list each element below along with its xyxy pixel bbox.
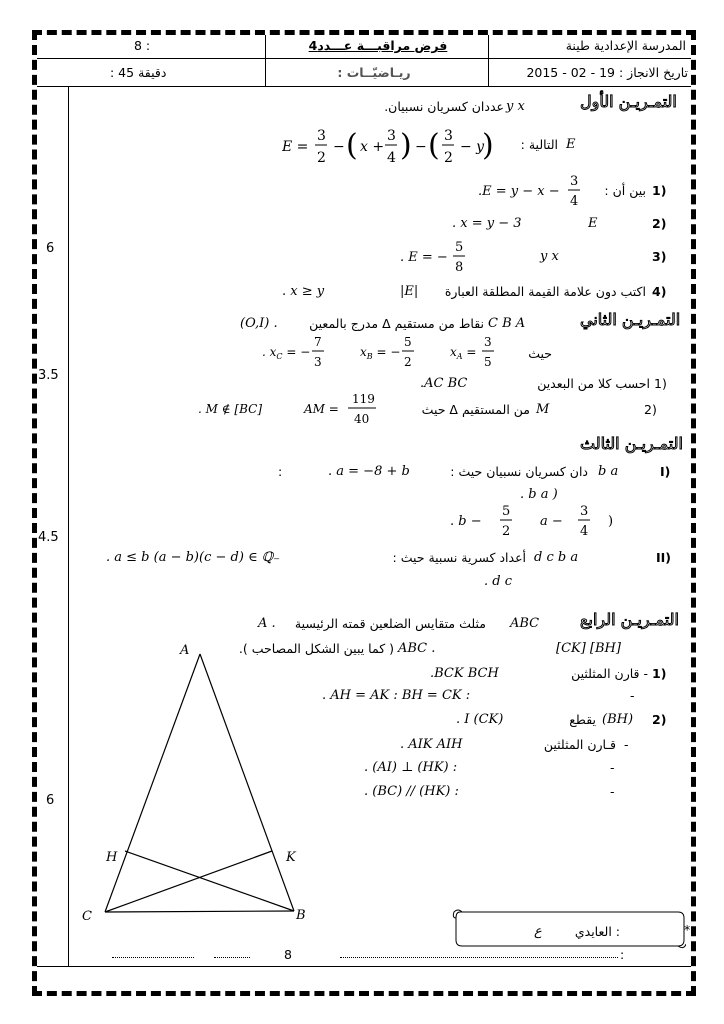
svg-text:xA =: $x_A$ = [450,345,477,361]
exam-date: تاريخ الانجاز : 19 - 02 - 2015 [526,65,688,80]
svg-text:5: 5 [404,335,412,349]
footer-dots-mid [214,957,250,958]
ex1-q1-math [478,172,588,216]
ex4-q2a-dash: - [624,737,629,752]
ex4-A: A . [258,616,276,631]
svg-text:4: 4 [387,150,396,166]
label-K: K [286,850,296,865]
ex4-q1-num: 1) [652,666,667,681]
svg-text:3: 3 [387,128,396,144]
header-divider-1 [265,35,266,86]
ex4-q1b-dash: - [630,688,635,703]
svg-text:2: 2 [502,524,511,539]
formula-E-lhs: E = [282,139,309,155]
paren-l1: ( [346,128,358,163]
ex4-q2a-math: . AIK AIH [400,737,463,752]
ex4-ABC: ABC [510,616,540,631]
ex1-q1-text: بين أن : [604,183,646,198]
label-C: C [82,909,92,924]
svg-text:. xC = −: . $x_C$ = − [262,345,311,361]
ex1-q1-num: 1) [652,183,667,198]
svg-text:8: 8 [455,260,464,275]
ex3-pII-vars: d c b a [534,550,579,565]
ex4-fig-note: ( كما يبين الشكل المصاحب ). [238,641,394,656]
footer-line [37,966,691,967]
ex2-q1-math: .AC BC [420,376,468,391]
ex4-q2-math: . I (CK) [456,712,504,727]
svg-text:2: 2 [404,355,412,369]
paren-r1: ) [400,128,412,163]
teacher-mark: ع [534,924,542,939]
ex4-q2c-dash: - [610,784,615,799]
ex2-q2-num: 2) [644,402,657,417]
ex4-q2-text: يقطع [569,712,596,727]
ex4-q1-text: - قارن المثلثين [571,666,648,681]
footer-star: * [684,922,691,937]
ex4-ABC2: ABC . [398,641,436,656]
ex1-q3-vars: y x [540,249,559,264]
svg-text:): ) [608,514,614,529]
ex1-q4-cond: . x ≥ y [282,284,325,299]
ex2-q2-M: M [536,402,550,417]
ex2-q1-text: احسب كلا من البعدين [537,376,650,391]
ex3-q2-svg [450,502,620,542]
segment-CK [105,851,272,912]
exam-type: فرض مراقبـــة عـــدد4 [308,38,448,53]
teacher-name: : العايدي [574,924,620,939]
svg-text:5: 5 [455,240,464,255]
footer-colon: : [620,947,625,962]
ex1-q3-num: 3) [652,249,667,264]
ex1-formula-label: التالية : [520,137,558,152]
ex4-title: التمـريـن الرابع [580,610,679,629]
svg-text:40: 40 [354,412,370,426]
paren-r2: ) [482,128,494,163]
ex3-pI-q1: . b a ) [520,487,558,502]
ex4-intro: مثلث متقايس الضلعين قمته الرئيسية [294,616,486,631]
footer-page: 8 [284,947,292,962]
svg-text:. M ∉ [BC]: . M ∉ [BC] [198,402,263,416]
ex1-q2-math: . x = y − 3 [452,216,522,231]
ex3-pII-num: II) [656,550,672,565]
q2-svg [198,390,388,430]
ex3-title: التمـريـن الثالث [580,434,683,453]
grade-label: 8 : [134,38,151,53]
ex4-q1b-math: . AH = AK : BH = CK : [322,688,471,703]
ex2-where: حيث [528,346,552,361]
ex3-pI-q2 [450,502,620,546]
svg-text:. b −: . b − [450,514,482,529]
svg-text:a −: a − [540,514,563,529]
ex2-frame: (O,I) . [240,316,278,331]
ex3-pII-text: أعداد كسرية نسبية حيث : [392,550,526,565]
ex4-q2-num: 2) [652,712,667,727]
ex4-q2c-math: . (BC) // (HK) : [364,784,459,799]
paren-l2: ( [428,128,440,163]
ex3-pII-q: . d c [484,574,512,589]
label-A: A [180,643,190,658]
ex1-q4-num: 4) [652,284,667,299]
ex4-q2-BH: (BH) [602,712,634,727]
ex1-q2-num: 2) [652,216,667,231]
ex4-q2a-text: قـارن المثلثين [543,737,616,752]
svg-text:119: 119 [352,392,375,406]
triangle-svg [76,640,316,930]
ex3-pI-colon: : [278,464,283,479]
triangle-figure [76,640,316,930]
ex1-title: التمـريـن الأول [580,92,677,111]
ex1-q4-text: اكتب دون علامة القيمة المطلقة العبارة [444,284,646,299]
f-x: x + [360,139,385,155]
svg-text:.E = y − x −: .E = y − x − [478,184,560,199]
score-ex4: 6 [46,793,55,808]
f1-den: 2 [317,150,326,166]
svg-text:4: 4 [580,524,589,539]
ex4-q2b-dash: - [610,760,615,775]
label-H: H [106,850,118,865]
side-BC [105,911,294,912]
svg-text:3: 3 [444,128,453,144]
ex3-pI-text: دان كسريان نسبيان حيث : [450,464,588,479]
svg-text:5: 5 [484,355,492,369]
ex2-coords [262,333,512,377]
ex1-vars: y x [506,99,525,114]
school-name: المدرسة الإعدادية طينة [565,38,686,53]
label-B: B [296,908,306,923]
minus-1: − [333,139,345,155]
ex1-q2-E: E [588,216,598,231]
ex1-intro: عددان كسريان نسبيان. [384,99,504,114]
footer-dots-left [112,957,194,958]
ex3-pI-num: I) [660,464,671,479]
coords-svg [262,333,512,373]
svg-text:−: − [415,139,427,155]
header-divider-2 [488,35,489,86]
ex2-q1-num: 1) [654,376,667,391]
svg-text:AM =: AM = [304,402,339,416]
f1-num: 3 [317,128,326,144]
ex1-q4-abs: |E| [400,284,419,299]
svg-text:. E = −: . E = − [400,250,448,265]
ex3-pI-math: . a = −8 + b [328,464,410,479]
ex2-intro: نقاط من مستقيم Δ مدرج بالمعين [309,316,484,331]
ex3-pII-math: . a ≤ b (a − b)(c − d) ∈ ℚ₋ [106,550,280,565]
score-ex1: 6 [46,241,55,256]
f-y: − y [460,139,485,155]
svg-text:7: 7 [314,335,322,349]
footer-dots-right [340,957,618,958]
ex2-title: التمـريـن الثاني [580,310,681,329]
duration: : 45 دقيقة [110,65,167,80]
q3-svg [400,238,470,278]
score-ex3: 4.5 [38,530,59,545]
header-line-1 [37,58,691,59]
svg-text:3: 3 [570,174,579,189]
ex2-points: C B A [488,316,526,331]
ex2-q2-math [198,390,388,434]
subject: : ريـاضيّــات [337,65,411,80]
header-line-2 [37,86,691,87]
ex4-segs: [CK] [BH] [556,641,621,656]
svg-text:2: 2 [444,150,453,166]
ex4-q1-math: .BCK BCH [430,666,499,681]
svg-text:3: 3 [484,335,492,349]
ex2-q2-text: من المستقيم Δ حيث [421,402,530,417]
svg-text:3: 3 [314,355,322,369]
ex1-formula [282,122,512,170]
segment-BH [125,851,294,911]
side-AC [105,654,200,912]
formula-E-svg [282,122,512,170]
ex4-q2b-math: . (AI) ⊥ (HK) : [364,760,458,775]
score-column-line [68,86,69,966]
svg-text:3: 3 [580,504,589,519]
score-ex2: 3.5 [38,368,59,383]
ex1-E: E [566,137,576,152]
q1-svg [478,172,588,212]
svg-text:xB = −: $x_B$ = − [360,345,401,361]
ex1-q3-math [400,238,470,282]
ex3-pI-vars: b a [598,464,619,479]
svg-text:5: 5 [502,504,511,519]
svg-text:4: 4 [570,194,579,209]
